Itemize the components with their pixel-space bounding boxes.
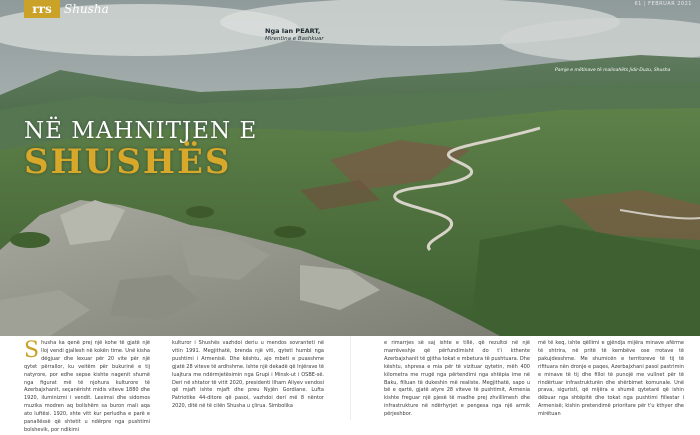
page-reference: 61 | FEBRUAR 2021 (634, 1, 692, 7)
magazine-logo: rrs (24, 0, 60, 18)
column-4-text: më të keq, ishte qëllimi e gjëndja mijëra minave afërme të shtrira, në pritë të kembëve ose rrotave të pakujdesshme. Me shumicën e territoreve të tij të rifituara nën dronje e paqes, Azerbajxhani pasoi pastrimin e minave të tij dhe filloi të punojë me vullnet për të rindërtuar infrastrukturën dhe shërbimet komunale. Unë prava, siguristi, që mijëra e shumë qytetarë që ishin dëbuar nga shtëpitë dhe tokat nga pushtimi fillestar i Armenisë; kishin pretendimë prioritare për t'u kthyer dhe mirëtuan (538, 340, 684, 418)
column-3-text: e rimarrjes së saj ishte e tillë, që rezultoi në një marrëveshje që përfundimisht do t'i kthente Azerbajxhanit të gjitha tokat e mbetura të pushtuara. Dhe kështu, shpresa e mia për të vizituar qytetin, mëh 400 kilometra me rrugë nga përtendimi nga shtëpia ime në Baku, filluan të dukeshin më realiste. Megjithatë, sapo u bë e qartë, gjatë atyre 28 viteve të pushtimit, Armenia kishte freguar një pjesë të madhe prej zhvillimesh dhe infrastrukture në ndërhyrjet e pengesa nga një armik përjeshbor. (384, 340, 530, 418)
article-title-line-1: NË MAHNITJEN E (24, 118, 258, 144)
translator-name: Mirentina e Bashkuar (265, 36, 324, 42)
drop-cap: S (24, 338, 40, 363)
column-1-text: husha ka qenë prej një kohe të gjatë një lloj vendi gjallesh në kokën time. Unë kisha dëgjuar dhe lexuar për 20 vite për një qytet përrallor, ku veitëm për bukurinë e tij natyrore, por edhe sepse kishte nagenit shumë nga figurat më të njohura kulturore të Azerbajxhanit, seçanërisht midis viteve 1880 dhe 1920, iluminizmi i vendit. Leximsi dhe sidomos muzika modren aq bollshëm sa buron mali aqa ato luftësi. 1920, shte vitt kur perludha e parë e panallëssë që shtetit u ndërpre nga pushtimi bolshevik, por ndikimi (24, 340, 150, 433)
byline (265, 27, 324, 43)
article-title-line-2: SHUSHËS (24, 142, 232, 182)
text-column-3 (384, 340, 530, 418)
text-column-2 (172, 340, 324, 418)
author-name: Nga Ian PEART, (265, 27, 321, 35)
text-column-4 (538, 340, 684, 418)
photo-caption: Pamje e mëtinave të malinahëts Jidir-Duzu, Shusha (555, 68, 671, 73)
column-2-text: kulturor i Shushës vazhdoi deriu u mendos sovranteti në vitin 1991. Megjithatë, brenda një viti, qyteti humbi nga pushtimi i Armenisë. Dhe kështu, ajo mbeti e puasshme gjatë 28 viteve të ardhshme. Ishte një dekadë që Injërave të luajtura me ndërmjetësimin nga Grupi i Minsk-ut i OSBE-së. Deri në shtator të vitit 2020, presidenti Ilham Aliyev vendosi që mjaft ishte mjaft dhe preu Nyjën Gordiane. Lufta Patriotike 44-ditore që pasoi, vazhdoi deri më 8 nëntor 2020, ditë në të cilën Shusha u çlirua. Simbolika (172, 340, 324, 410)
page-fold (350, 336, 351, 420)
text-column-1 (24, 338, 150, 433)
section-title: Shusha (64, 2, 109, 16)
